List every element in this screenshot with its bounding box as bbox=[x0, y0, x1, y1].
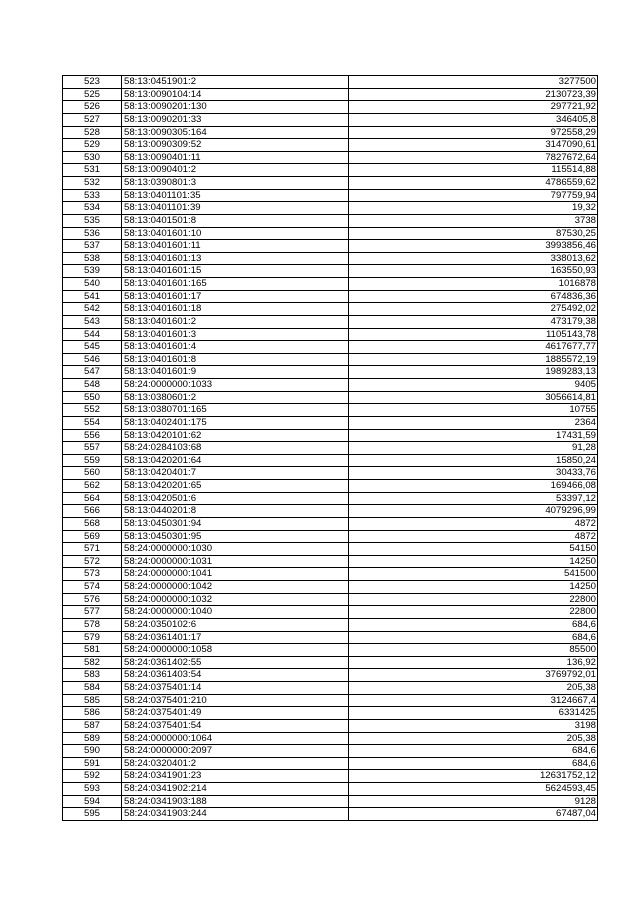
cadastral-value-cell: 4617677,77 bbox=[349, 341, 598, 354]
cadastral-number-cell: 58:24:0000000:1031 bbox=[122, 556, 349, 569]
row-number-cell: 523 bbox=[63, 76, 122, 89]
row-number-cell: 546 bbox=[63, 354, 122, 367]
cadastral-number-cell: 58:24:0000000:1058 bbox=[122, 644, 349, 657]
row-number-cell: 576 bbox=[63, 594, 122, 607]
cadastral-number-cell: 58:13:0420101:62 bbox=[122, 430, 349, 443]
row-number-cell: 533 bbox=[63, 190, 122, 203]
cadastral-number-cell: 58:13:0390801:3 bbox=[122, 177, 349, 190]
row-number-cell: 527 bbox=[63, 114, 122, 127]
row-number-cell: 594 bbox=[63, 796, 122, 809]
cadastral-value-cell: 3056614,81 bbox=[349, 392, 598, 405]
cadastral-value-cell: 4079296,99 bbox=[349, 505, 598, 518]
cadastral-value-cell: 684,6 bbox=[349, 745, 598, 758]
cadastral-value-cell: 275492,02 bbox=[349, 303, 598, 316]
cadastral-number-cell: 58:13:0401601:13 bbox=[122, 253, 349, 266]
cadastral-number-cell: 58:13:0401101:39 bbox=[122, 202, 349, 215]
cadastral-number-cell: 58:24:0000000:1041 bbox=[122, 568, 349, 581]
cadastral-number-cell: 58:24:0375401:54 bbox=[122, 720, 349, 733]
cadastral-number-cell: 58:24:0341902:214 bbox=[122, 783, 349, 796]
row-number-cell: 547 bbox=[63, 366, 122, 379]
row-number-cell: 526 bbox=[63, 101, 122, 114]
cadastral-number-cell: 58:24:0375401:49 bbox=[122, 707, 349, 720]
row-number-cell: 537 bbox=[63, 240, 122, 253]
row-number-cell: 587 bbox=[63, 720, 122, 733]
row-number-cell: 589 bbox=[63, 733, 122, 746]
cadastral-value-cell: 169466,08 bbox=[349, 480, 598, 493]
cadastral-value-cell: 5624593,45 bbox=[349, 783, 598, 796]
cadastral-number-cell: 58:13:0380701:165 bbox=[122, 404, 349, 417]
row-number-cell: 564 bbox=[63, 493, 122, 506]
row-number-cell: 530 bbox=[63, 152, 122, 165]
cadastral-number-cell: 58:13:0401601:9 bbox=[122, 366, 349, 379]
row-number-cell: 535 bbox=[63, 215, 122, 228]
row-number-cell: 545 bbox=[63, 341, 122, 354]
cadastral-value-cell: 684,6 bbox=[349, 632, 598, 645]
cadastral-value-cell: 115514,88 bbox=[349, 164, 598, 177]
row-number-cell: 556 bbox=[63, 430, 122, 443]
row-number-cell: 574 bbox=[63, 581, 122, 594]
cadastral-value-cell: 297721,92 bbox=[349, 101, 598, 114]
cadastral-value-cell: 7827672,64 bbox=[349, 152, 598, 165]
cadastral-number-cell: 58:13:0090305:164 bbox=[122, 127, 349, 140]
cadastral-value-cell: 4872 bbox=[349, 518, 598, 531]
row-number-cell: 585 bbox=[63, 695, 122, 708]
cadastral-number-cell: 58:13:0402401:175 bbox=[122, 417, 349, 430]
row-number-cell: 572 bbox=[63, 556, 122, 569]
cadastral-value-cell: 3738 bbox=[349, 215, 598, 228]
cadastral-number-cell: 58:13:0420401:7 bbox=[122, 467, 349, 480]
cadastral-value-cell: 14250 bbox=[349, 556, 598, 569]
cadastral-value-table bbox=[62, 75, 598, 821]
cadastral-number-cell: 58:13:0401601:165 bbox=[122, 278, 349, 291]
cadastral-value-cell: 684,6 bbox=[349, 758, 598, 771]
row-number-cell: 560 bbox=[63, 467, 122, 480]
cadastral-number-cell: 58:13:0401601:4 bbox=[122, 341, 349, 354]
cadastral-number-cell: 58:24:0000000:1032 bbox=[122, 594, 349, 607]
row-number-cell: 542 bbox=[63, 303, 122, 316]
row-number-cell: 566 bbox=[63, 505, 122, 518]
cadastral-value-cell: 19,32 bbox=[349, 202, 598, 215]
cadastral-number-cell: 58:24:0361403:54 bbox=[122, 669, 349, 682]
row-number-cell: 595 bbox=[63, 808, 122, 821]
cadastral-value-cell: 2364 bbox=[349, 417, 598, 430]
row-number-cell: 581 bbox=[63, 644, 122, 657]
row-number-cell: 531 bbox=[63, 164, 122, 177]
row-number-cell: 583 bbox=[63, 669, 122, 682]
cadastral-value-cell: 85500 bbox=[349, 644, 598, 657]
cadastral-value-cell: 163550,93 bbox=[349, 265, 598, 278]
row-number-cell: 586 bbox=[63, 707, 122, 720]
row-number-cell: 571 bbox=[63, 543, 122, 556]
cadastral-value-cell: 674836,36 bbox=[349, 291, 598, 304]
cadastral-number-cell: 58:13:0451901:2 bbox=[122, 76, 349, 89]
cadastral-value-cell: 6331425 bbox=[349, 707, 598, 720]
row-number-cell: 569 bbox=[63, 531, 122, 544]
row-number-cell: 557 bbox=[63, 442, 122, 455]
row-number-cell: 540 bbox=[63, 278, 122, 291]
cadastral-number-cell: 58:13:0401601:11 bbox=[122, 240, 349, 253]
row-number-cell: 593 bbox=[63, 783, 122, 796]
cadastral-value-cell: 797759,94 bbox=[349, 190, 598, 203]
row-number-cell: 543 bbox=[63, 316, 122, 329]
cadastral-value-cell: 9405 bbox=[349, 379, 598, 392]
row-number-cell: 534 bbox=[63, 202, 122, 215]
cadastral-number-cell: 58:13:0450301:95 bbox=[122, 531, 349, 544]
cadastral-value-cell: 12631752,12 bbox=[349, 770, 598, 783]
cadastral-value-cell: 17431,59 bbox=[349, 430, 598, 443]
row-number-cell: 592 bbox=[63, 770, 122, 783]
cadastral-value-cell: 136,92 bbox=[349, 657, 598, 670]
cadastral-number-cell: 58:24:0000000:1030 bbox=[122, 543, 349, 556]
cadastral-value-cell: 30433,76 bbox=[349, 467, 598, 480]
cadastral-number-cell: 58:13:0450301:94 bbox=[122, 518, 349, 531]
row-number-cell: 577 bbox=[63, 606, 122, 619]
row-number-cell: 544 bbox=[63, 329, 122, 342]
cadastral-number-cell: 58:13:0420201:64 bbox=[122, 455, 349, 468]
row-number-cell: 550 bbox=[63, 392, 122, 405]
cadastral-number-cell: 58:13:0090401:11 bbox=[122, 152, 349, 165]
row-number-cell: 559 bbox=[63, 455, 122, 468]
row-number-cell: 579 bbox=[63, 632, 122, 645]
cadastral-value-cell: 205,38 bbox=[349, 682, 598, 695]
cadastral-value-cell: 15850,24 bbox=[349, 455, 598, 468]
cadastral-number-cell: 58:24:0341903:188 bbox=[122, 796, 349, 809]
cadastral-number-cell: 58:13:0090201:33 bbox=[122, 114, 349, 127]
cadastral-value-cell: 346405,8 bbox=[349, 114, 598, 127]
cadastral-number-cell: 58:24:0361401:17 bbox=[122, 632, 349, 645]
row-number-cell: 568 bbox=[63, 518, 122, 531]
cadastral-number-cell: 58:13:0090201:130 bbox=[122, 101, 349, 114]
row-number-cell: 584 bbox=[63, 682, 122, 695]
cadastral-number-cell: 58:24:0000000:2097 bbox=[122, 745, 349, 758]
row-number-cell: 552 bbox=[63, 404, 122, 417]
cadastral-number-cell: 58:13:0420201:65 bbox=[122, 480, 349, 493]
cadastral-number-cell: 58:13:0440201:8 bbox=[122, 505, 349, 518]
cadastral-number-cell: 58:24:0320401:2 bbox=[122, 758, 349, 771]
cadastral-number-cell: 58:24:0284103:68 bbox=[122, 442, 349, 455]
row-number-cell: 591 bbox=[63, 758, 122, 771]
row-number-cell: 539 bbox=[63, 265, 122, 278]
row-number-cell: 554 bbox=[63, 417, 122, 430]
cadastral-value-cell: 3277500 bbox=[349, 76, 598, 89]
cadastral-number-cell: 58:24:0361402:55 bbox=[122, 657, 349, 670]
cadastral-value-cell: 2130723,39 bbox=[349, 89, 598, 102]
cadastral-number-cell: 58:13:0401101:35 bbox=[122, 190, 349, 203]
cadastral-value-cell: 22800 bbox=[349, 606, 598, 619]
cadastral-value-cell: 541500 bbox=[349, 568, 598, 581]
cadastral-value-cell: 4872 bbox=[349, 531, 598, 544]
cadastral-value-cell: 684,6 bbox=[349, 619, 598, 632]
cadastral-number-cell: 58:13:0401601:2 bbox=[122, 316, 349, 329]
row-number-cell: 532 bbox=[63, 177, 122, 190]
cadastral-value-cell: 3198 bbox=[349, 720, 598, 733]
row-number-cell: 578 bbox=[63, 619, 122, 632]
cadastral-value-cell: 4786559,62 bbox=[349, 177, 598, 190]
cadastral-number-cell: 58:24:0341901:23 bbox=[122, 770, 349, 783]
cadastral-number-cell: 58:13:0090104:14 bbox=[122, 89, 349, 102]
cadastral-value-cell: 9128 bbox=[349, 796, 598, 809]
cadastral-number-cell: 58:13:0420501:6 bbox=[122, 493, 349, 506]
row-number-cell: 538 bbox=[63, 253, 122, 266]
row-number-cell: 529 bbox=[63, 139, 122, 152]
cadastral-value-cell: 3147090,61 bbox=[349, 139, 598, 152]
cadastral-number-cell: 58:24:0375401:210 bbox=[122, 695, 349, 708]
cadastral-value-cell: 972558,29 bbox=[349, 127, 598, 140]
cadastral-value-cell: 3124667,4 bbox=[349, 695, 598, 708]
cadastral-value-cell: 1885572,19 bbox=[349, 354, 598, 367]
cadastral-number-cell: 58:24:0000000:1040 bbox=[122, 606, 349, 619]
cadastral-number-cell: 58:13:0401501:8 bbox=[122, 215, 349, 228]
cadastral-value-cell: 53397,12 bbox=[349, 493, 598, 506]
cadastral-value-cell: 91,28 bbox=[349, 442, 598, 455]
cadastral-value-cell: 205,38 bbox=[349, 733, 598, 746]
cadastral-value-cell: 14250 bbox=[349, 581, 598, 594]
cadastral-value-cell: 67487,04 bbox=[349, 808, 598, 821]
cadastral-number-cell: 58:13:0401601:18 bbox=[122, 303, 349, 316]
cadastral-number-cell: 58:13:0401601:10 bbox=[122, 228, 349, 241]
cadastral-number-cell: 58:13:0090401:2 bbox=[122, 164, 349, 177]
row-number-cell: 541 bbox=[63, 291, 122, 304]
cadastral-number-cell: 58:24:0000000:1064 bbox=[122, 733, 349, 746]
cadastral-number-cell: 58:13:0401601:3 bbox=[122, 329, 349, 342]
row-number-cell: 536 bbox=[63, 228, 122, 241]
cadastral-number-cell: 58:24:0375401:14 bbox=[122, 682, 349, 695]
cadastral-number-cell: 58:24:0000000:1033 bbox=[122, 379, 349, 392]
cadastral-number-cell: 58:13:0401601:17 bbox=[122, 291, 349, 304]
cadastral-value-cell: 1016878 bbox=[349, 278, 598, 291]
cadastral-value-cell: 10755 bbox=[349, 404, 598, 417]
row-number-cell: 573 bbox=[63, 568, 122, 581]
cadastral-value-cell: 22800 bbox=[349, 594, 598, 607]
cadastral-value-cell: 473179,38 bbox=[349, 316, 598, 329]
cadastral-value-cell: 338013,62 bbox=[349, 253, 598, 266]
cadastral-value-cell: 1105143,78 bbox=[349, 329, 598, 342]
cadastral-value-cell: 87530,25 bbox=[349, 228, 598, 241]
row-number-cell: 548 bbox=[63, 379, 122, 392]
cadastral-value-cell: 54150 bbox=[349, 543, 598, 556]
cadastral-number-cell: 58:24:0350102:6 bbox=[122, 619, 349, 632]
row-number-cell: 582 bbox=[63, 657, 122, 670]
row-number-cell: 590 bbox=[63, 745, 122, 758]
cadastral-number-cell: 58:13:0401601:8 bbox=[122, 354, 349, 367]
row-number-cell: 562 bbox=[63, 480, 122, 493]
cadastral-number-cell: 58:24:0000000:1042 bbox=[122, 581, 349, 594]
cadastral-number-cell: 58:13:0401601:15 bbox=[122, 265, 349, 278]
cadastral-number-cell: 58:24:0341903:244 bbox=[122, 808, 349, 821]
cadastral-number-cell: 58:13:0380601:2 bbox=[122, 392, 349, 405]
cadastral-value-cell: 3769792,01 bbox=[349, 669, 598, 682]
cadastral-value-cell: 3993856,46 bbox=[349, 240, 598, 253]
cadastral-value-cell: 1989283,13 bbox=[349, 366, 598, 379]
row-number-cell: 525 bbox=[63, 89, 122, 102]
row-number-cell: 528 bbox=[63, 127, 122, 140]
cadastral-number-cell: 58:13:0090309:52 bbox=[122, 139, 349, 152]
